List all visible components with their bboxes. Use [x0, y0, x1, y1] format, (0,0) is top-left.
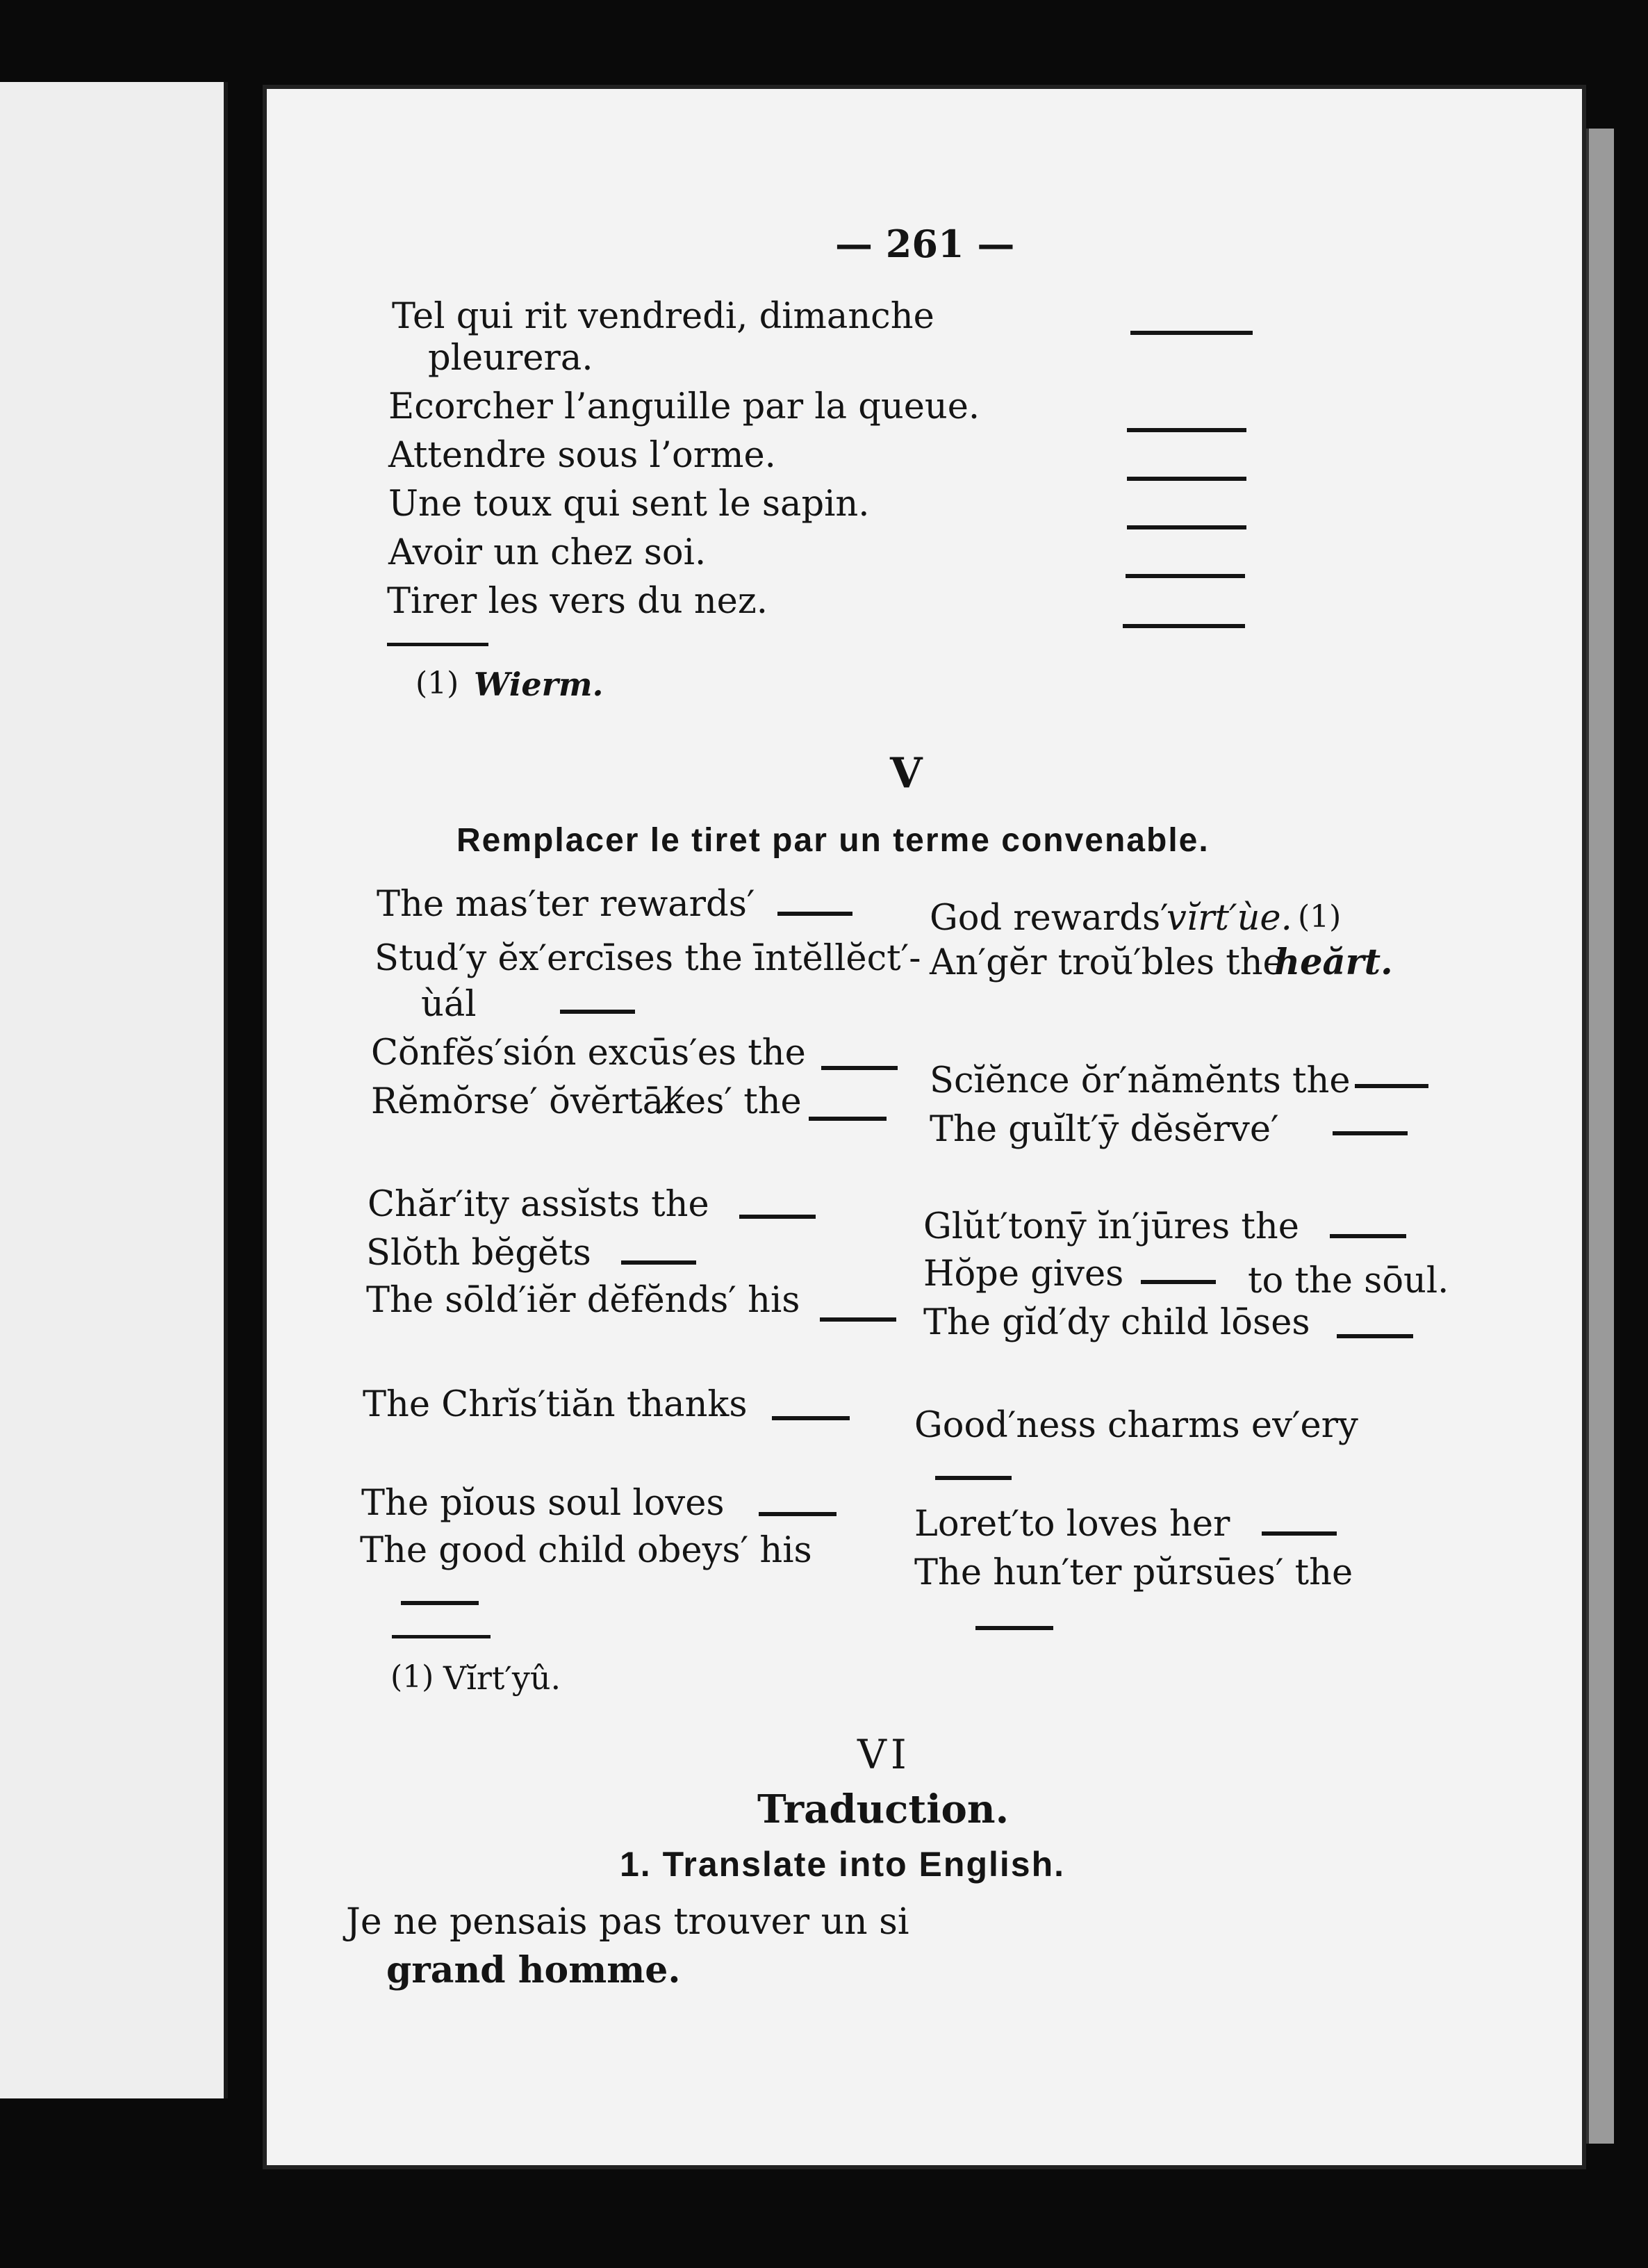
footnote-rule — [392, 1635, 491, 1638]
exercise-sentence: The good child obeys′ his — [360, 1530, 812, 1571]
footnote-text: Vĭrt′yû. — [443, 1659, 561, 1697]
proverb-line: Attendre sous l’orme. — [388, 435, 776, 476]
answer-blank — [1333, 1131, 1408, 1135]
answer-blank — [975, 1626, 1053, 1630]
footnote-text: Wierm. — [474, 666, 604, 703]
page-edge — [1586, 129, 1614, 2144]
answer-blank — [401, 1601, 479, 1605]
section-numeral: V — [890, 749, 923, 798]
answer-blank — [759, 1512, 837, 1516]
answer-blank — [1130, 331, 1253, 335]
exercise-sentence: Rĕmŏrse′ ŏvĕrtāk̸es′ the — [371, 1081, 802, 1122]
answer-blank — [1355, 1084, 1428, 1088]
facing-page — [0, 82, 228, 2098]
exercise-sentence: Glŭt′tonȳ ĭn′jūres the — [923, 1206, 1299, 1247]
proverb-line: Une toux qui sent le sapin. — [388, 484, 870, 525]
answer-blank — [820, 1317, 896, 1322]
footnote-mark: (1) — [390, 1659, 434, 1695]
exercise-sentence: The guĭlt′ȳ dĕsĕrve′ — [930, 1109, 1279, 1150]
answer-blank — [1262, 1531, 1337, 1536]
answer-blank — [935, 1476, 1012, 1480]
exercise-sentence: Loret′to loves her — [914, 1504, 1230, 1545]
footnote-reference: (1) — [1298, 899, 1342, 935]
footnote-mark: (1) — [415, 666, 459, 701]
proverb-line: Avoir un chez soi. — [388, 532, 707, 573]
exercise-answer-word: vĭrt′ùe. — [1167, 898, 1292, 939]
answer-blank — [772, 1416, 850, 1420]
answer-blank — [809, 1117, 887, 1121]
answer-blank — [1127, 428, 1246, 432]
answer-blank — [1123, 624, 1245, 628]
exercise-answer-word: heărt. — [1274, 942, 1393, 983]
exercise-sentence: Scĭĕnce ŏr′nămĕnts the — [930, 1060, 1351, 1101]
exercise-sentence: Chăr′ity assĭsts the — [368, 1184, 709, 1225]
answer-blank — [821, 1066, 898, 1070]
book-page — [263, 85, 1586, 2169]
answer-blank — [1127, 477, 1246, 481]
exercise-sentence: The gĭd′dy child lōses — [923, 1302, 1310, 1343]
answer-blank — [1126, 574, 1245, 578]
proverb-line: Tel qui rit vendredi, dimanche — [392, 296, 934, 337]
exercise-sentence-continued: to the sōul. — [1248, 1260, 1449, 1301]
section-numeral: VI — [857, 1731, 911, 1778]
footnote-rule — [387, 643, 488, 646]
answer-blank — [777, 912, 852, 916]
exercise-sentence: Stud′y ĕx′ercīses the īntĕllĕct′- — [374, 938, 921, 979]
exercise-sentence-continued: ùál — [421, 984, 477, 1025]
exercise-sentence: The pĭous soul loves — [361, 1483, 725, 1524]
exercise-sentence: God rewards′ — [930, 898, 1169, 939]
proverb-line-continued: pleurera. — [428, 338, 593, 379]
answer-blank — [1330, 1234, 1406, 1238]
page-number: — 261 — — [835, 222, 1015, 266]
section-subheading: 1. Translate into English. — [620, 1845, 1066, 1884]
answer-blank — [621, 1260, 696, 1265]
exercise-sentence: The hun′ter pŭrsūes′ the — [914, 1552, 1353, 1593]
proverb-line: Tirer les vers du nez. — [387, 581, 768, 622]
answer-blank — [560, 1010, 635, 1014]
exercise-sentence: The sōld′iĕr dĕfĕnds′ his — [366, 1280, 800, 1321]
proverb-line: Ecorcher l’anguille par la queue. — [388, 386, 980, 427]
translation-line: Je ne pensais pas trouver un si — [346, 1901, 909, 1943]
answer-blank — [739, 1215, 816, 1219]
exercise-sentence: The Chrĭs′tiăn thanks — [363, 1384, 748, 1425]
answer-blank — [1141, 1280, 1216, 1284]
exercise-sentence: Good′ness charms ev′ery — [914, 1405, 1358, 1446]
section-heading: Traduction. — [757, 1786, 1010, 1832]
answer-blank — [1337, 1334, 1413, 1338]
section-heading: Remplacer le tiret par un terme convenable. — [456, 822, 1210, 859]
exercise-sentence: An′gĕr troŭ′bles the — [930, 942, 1284, 983]
answer-blank — [1127, 525, 1246, 529]
exercise-sentence: Cŏnfĕs′sión excūs′es the — [371, 1033, 806, 1074]
exercise-sentence: Hŏpe gives — [923, 1254, 1124, 1295]
exercise-sentence: Slŏth bĕgĕts — [366, 1233, 591, 1274]
translation-line-continued: grand homme. — [386, 1949, 681, 1991]
exercise-sentence: The mas′ter rewards′ — [377, 884, 755, 925]
